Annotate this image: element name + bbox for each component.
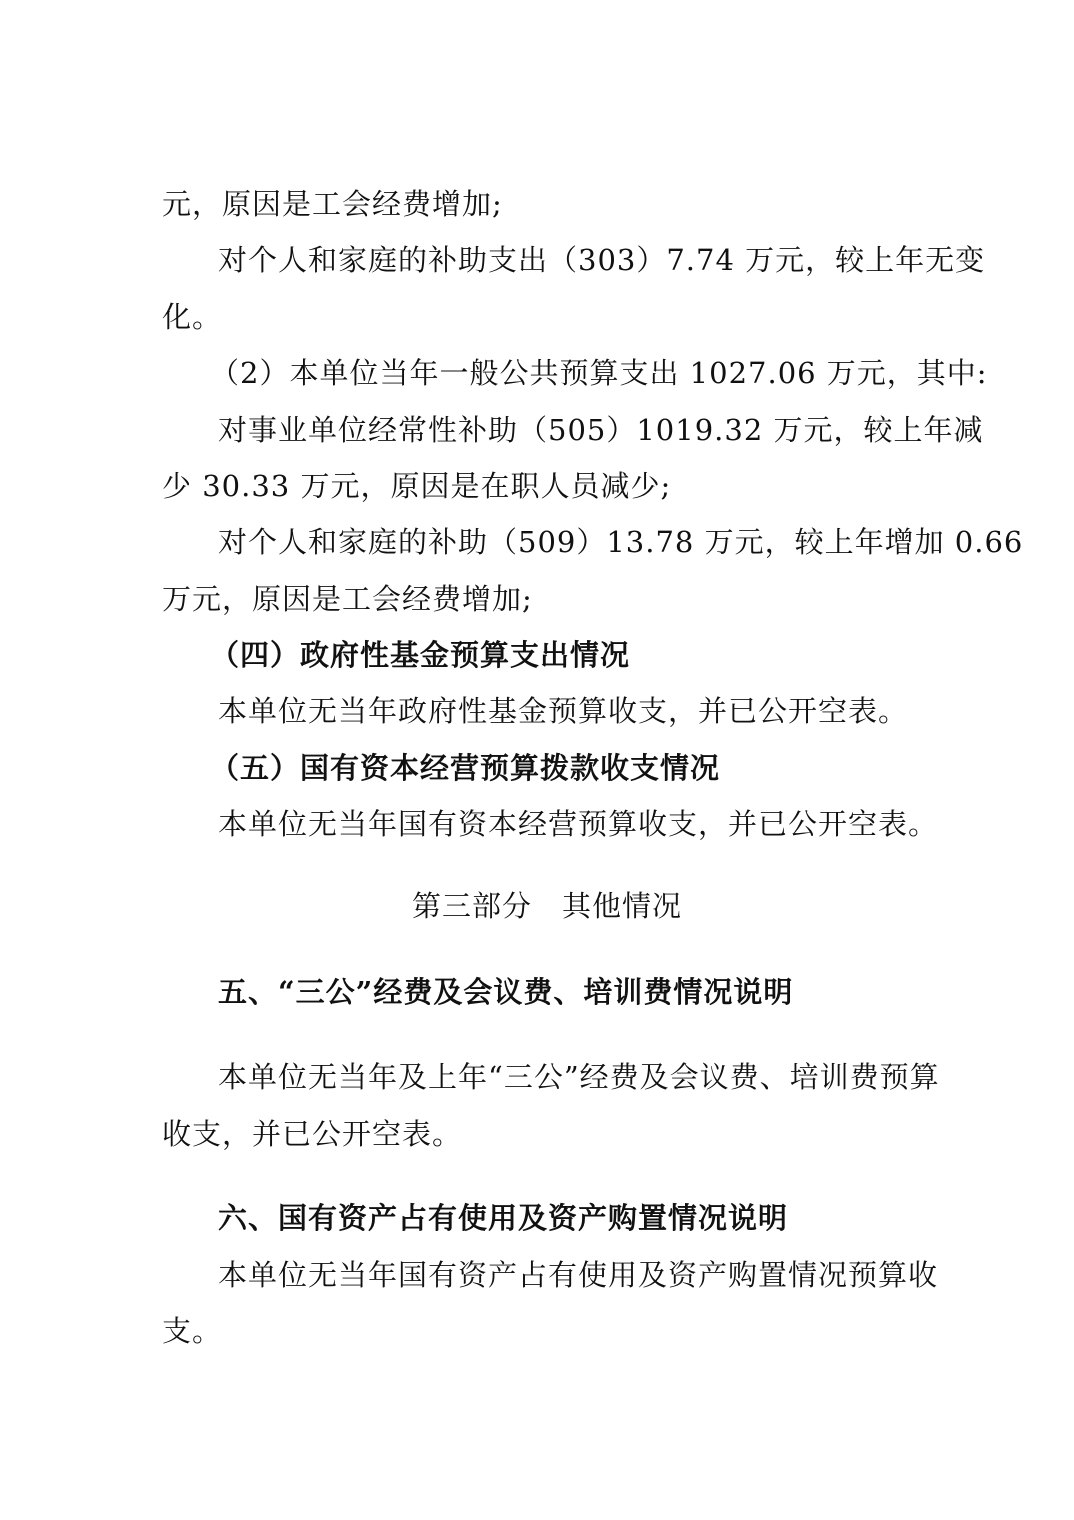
paragraph-line: 对个人和家庭的补助支出（303）7.74 万元，较上年无变: [218, 243, 986, 277]
part-title: 第三部分 其他情况: [412, 889, 683, 923]
item-heading-6: 六、国有资产占有使用及资产购置情况说明: [218, 1201, 789, 1235]
item-body-5-line1: 本单位无当年及上年“三公”经费及会议费、培训费预算: [218, 1060, 940, 1094]
paragraph-line: 化。: [162, 300, 223, 334]
item-heading-5: 五、“三公”经费及会议费、培训费情况说明: [218, 975, 794, 1009]
paragraph-line: 万元，原因是工会经费增加;: [162, 582, 533, 616]
section-heading-5: （五）国有资本经营预算拨款收支情况: [210, 751, 721, 785]
paragraph-line: 元，原因是工会经费增加;: [162, 187, 503, 221]
item-body-6-line2: 支。: [162, 1314, 223, 1348]
paragraph-line: 对个人和家庭的补助（509）13.78 万元，较上年增加 0.66: [218, 525, 1024, 559]
item-body-5-line2: 收支，并已公开空表。: [162, 1117, 463, 1151]
paragraph-line: （2）本单位当年一般公共预算支出 1027.06 万元，其中:: [210, 356, 988, 390]
section-body-5: 本单位无当年国有资本经营预算收支，并已公开空表。: [218, 807, 939, 841]
section-body-4: 本单位无当年政府性基金预算收支，并已公开空表。: [218, 694, 909, 728]
item-body-6-line1: 本单位无当年国有资产占有使用及资产购置情况预算收: [218, 1258, 939, 1292]
paragraph-line: 少 30.33 万元，原因是在职人员减少;: [162, 469, 672, 503]
section-heading-4: （四）政府性基金预算支出情况: [210, 638, 631, 672]
paragraph-line: 对事业单位经常性补助（505）1019.32 万元，较上年减: [218, 413, 984, 447]
